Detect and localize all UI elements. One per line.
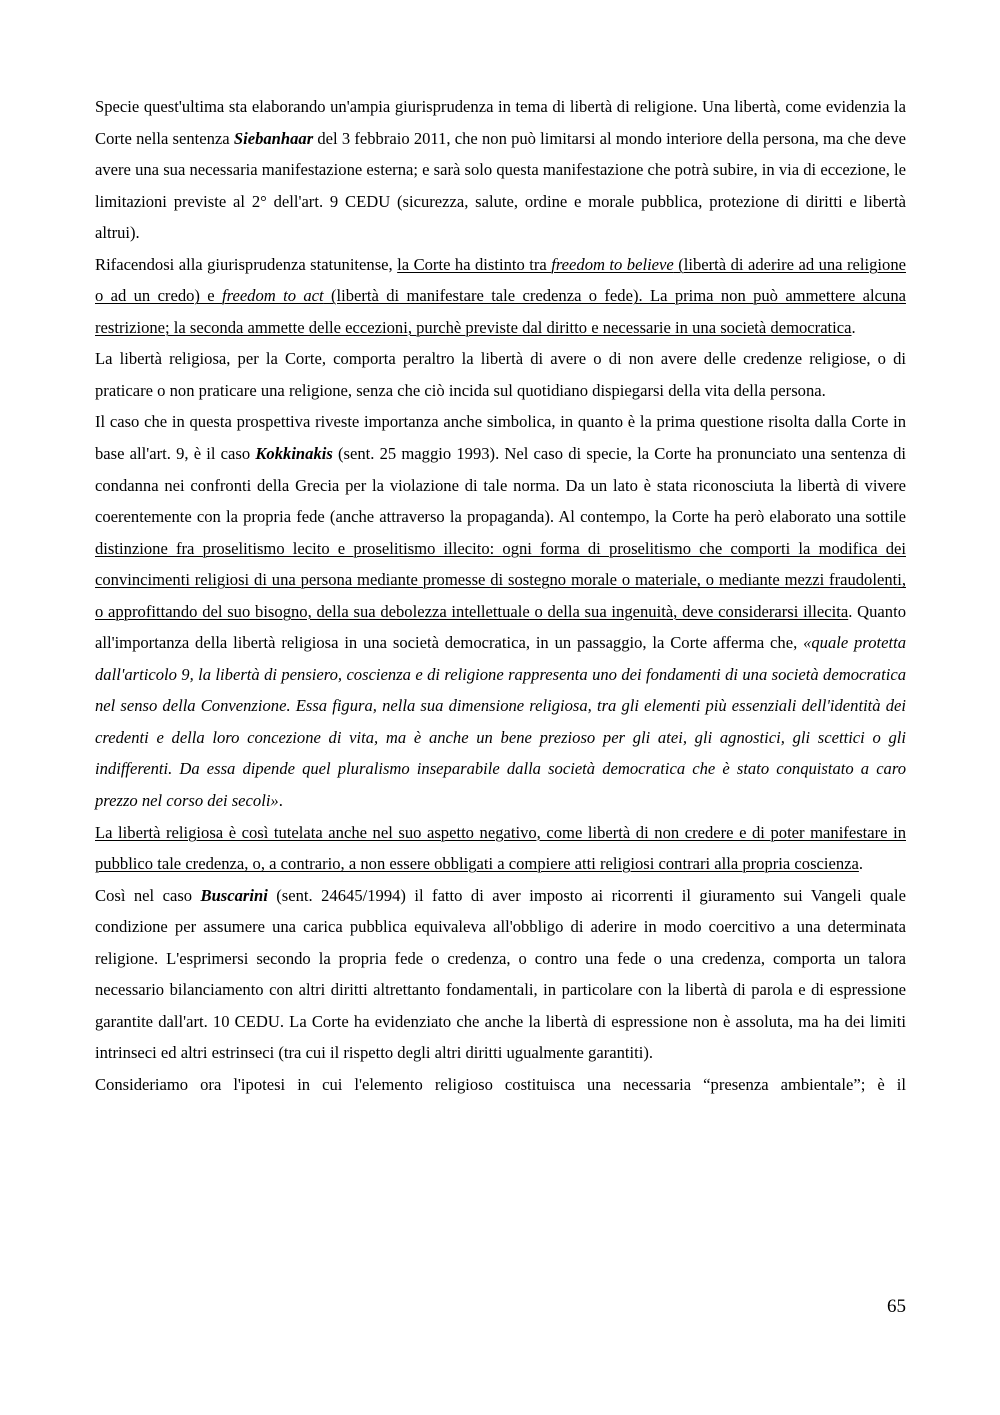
paragraph-negative-aspect (95, 817, 906, 880)
page-number: 65 (887, 1296, 906, 1317)
case-name-siebanhaar: Siebanhaar (233, 128, 314, 148)
text-segment: Rifacendosi alla giurisprudenza statunitense, (95, 254, 398, 274)
quotation: «quale protetta dall'articolo 9, la libertà di pensiero, coscienza e di religione rappresenta uno dei fondamenti di una società democratica nel senso della Convenzione. Essa figura, nella sua dimensione religiosa, tra gli elementi più essenziali dell'identità dei credenti e della loro concezione di vita, ma è anche un bene prezioso per gli atei, gli agnostici, gli scettici o gli indifferenti. Da essa dipende quel pluralismo inseparabile dalla società democratica che è stato conquistato a caro prezzo nel corso dei secoli» (95, 633, 906, 811)
text-segment: (sent. 24645/1994) il fatto di aver imposto ai ricorrenti il giuramento sui Vangeli quale condizione per assumere una carica pubblica equivaleva all'obbligo di aderire in modo coercitivo a una determinata religione. L'esprimersi secondo la propria fede o credenza, o contro una fede o una credenza, comporta un talora necessario bilanciamento con altri diritti altrettanto fondamentali, in particolare con la libertà di parola e di espressione garantite dall'art. 10 CEDU. La Corte ha evidenziato che anche la libertà di espressione non è assoluta, ma ha dei limiti intrinseci ed altri estrinseci (tra cui il rispetto degli altri diritti ugualmente garantiti). (95, 885, 906, 1063)
body-text (95, 91, 906, 1101)
term-freedom-to-act: freedom to act (222, 286, 324, 306)
underlined-segment: (libertà di aderire ad una religione o ad un credo) e (95, 254, 906, 306)
paragraph-presenza-ambientale (95, 1069, 906, 1101)
paragraph-religious-freedom (95, 343, 906, 406)
text-segment: Il caso che in questa prospettiva riveste importanza anche simbolica, in quanto è la prima questione risolta dalla Corte in base all'art. 9, è il caso (95, 412, 906, 464)
paragraph-kokkinakis (95, 406, 906, 816)
underlined-segment: distinzione fra proselitismo lecito e proselitismo illecito: ogni forma di proselitismo che comporti la modifica dei convincimenti religiosi di una persona mediante promesse di sostegno morale o materiale, o mediante mezzi fraudolenti, o approfittando del suo bisogno, della sua debolezza intellettuale o della sua ingenuità, deve considerarsi illecita (95, 538, 906, 621)
text-segment: . (851, 317, 856, 337)
underlined-segment: la Corte ha distinto tra (397, 254, 552, 274)
case-name-buscarini: Buscarini (200, 885, 268, 905)
text-segment: Così nel caso (95, 885, 201, 905)
text-segment: . (278, 791, 283, 811)
text-segment: . Quanto all'importanza della libertà religiosa in una società democratica, in un passaggio, la Corte afferma che, (95, 601, 906, 653)
text-segment: del 3 febbraio 2011, che non può limitarsi al mondo interiore della persona, ma che deve avere una sua necessaria manifestazione esterna; e sarà solo questa manifestazione che potrà subire, in via di eccezione, le limitazioni previste al 2° dell'art. 9 CEDU (sicurezza, salute, ordine e morale pubblica, protezione di diritti e libertà altrui). (95, 128, 907, 243)
text-segment: . (858, 854, 864, 874)
text-segment: La libertà religiosa, per la Corte, comporta peraltro la libertà di avere o di non avere delle credenze religiose, o di praticare o non praticare una religione, senza che ciò incida sul quotidiano dispiegarsi della vita della persona. (95, 349, 906, 400)
underlined-segment: La libertà religiosa è così tutelata anche nel suo aspetto negativo, come libertà di non credere e di poter manifestare in pubblico tale credenza, o, a contrario, a non essere obbligati a compiere atti religiosi contrari alla propria coscienza (95, 822, 906, 874)
paragraph-buscarini (95, 880, 906, 1069)
case-name-kokkinakis: Kokkinakis (255, 444, 333, 464)
paragraph-siebanhaar (95, 91, 906, 249)
paragraph-freedom (95, 249, 906, 344)
text-segment: Specie quest'ultima sta elaborando un'ampia giurisprudenza in tema di libertà di religione. Una libertà, come evidenzia la Corte nella sentenza (95, 97, 906, 148)
text-segment: Consideriamo ora l'ipotesi in cui l'elemento religioso costituisca una necessaria “presenza ambientale”; è il (95, 1074, 906, 1094)
term-freedom-to-believe: freedom to believe (551, 254, 674, 274)
text-segment: (sent. 25 maggio 1993). Nel caso di specie, la Corte ha pronunciato una sentenza di condanna nei confronti della Grecia per la violazione di tale norma. Da un lato è stata riconosciuta la libertà di vivere coerentemente con la propria fede (anche attraverso la propaganda). Al contempo, la Corte ha però elaborato una sottile (95, 444, 906, 527)
underlined-segment: (libertà di manifestare tale credenza o fede). La prima non può ammettere alcuna restrizione; la seconda ammette delle eccezioni, purchè previste dal diritto e necessarie in una società democratica (95, 286, 906, 337)
